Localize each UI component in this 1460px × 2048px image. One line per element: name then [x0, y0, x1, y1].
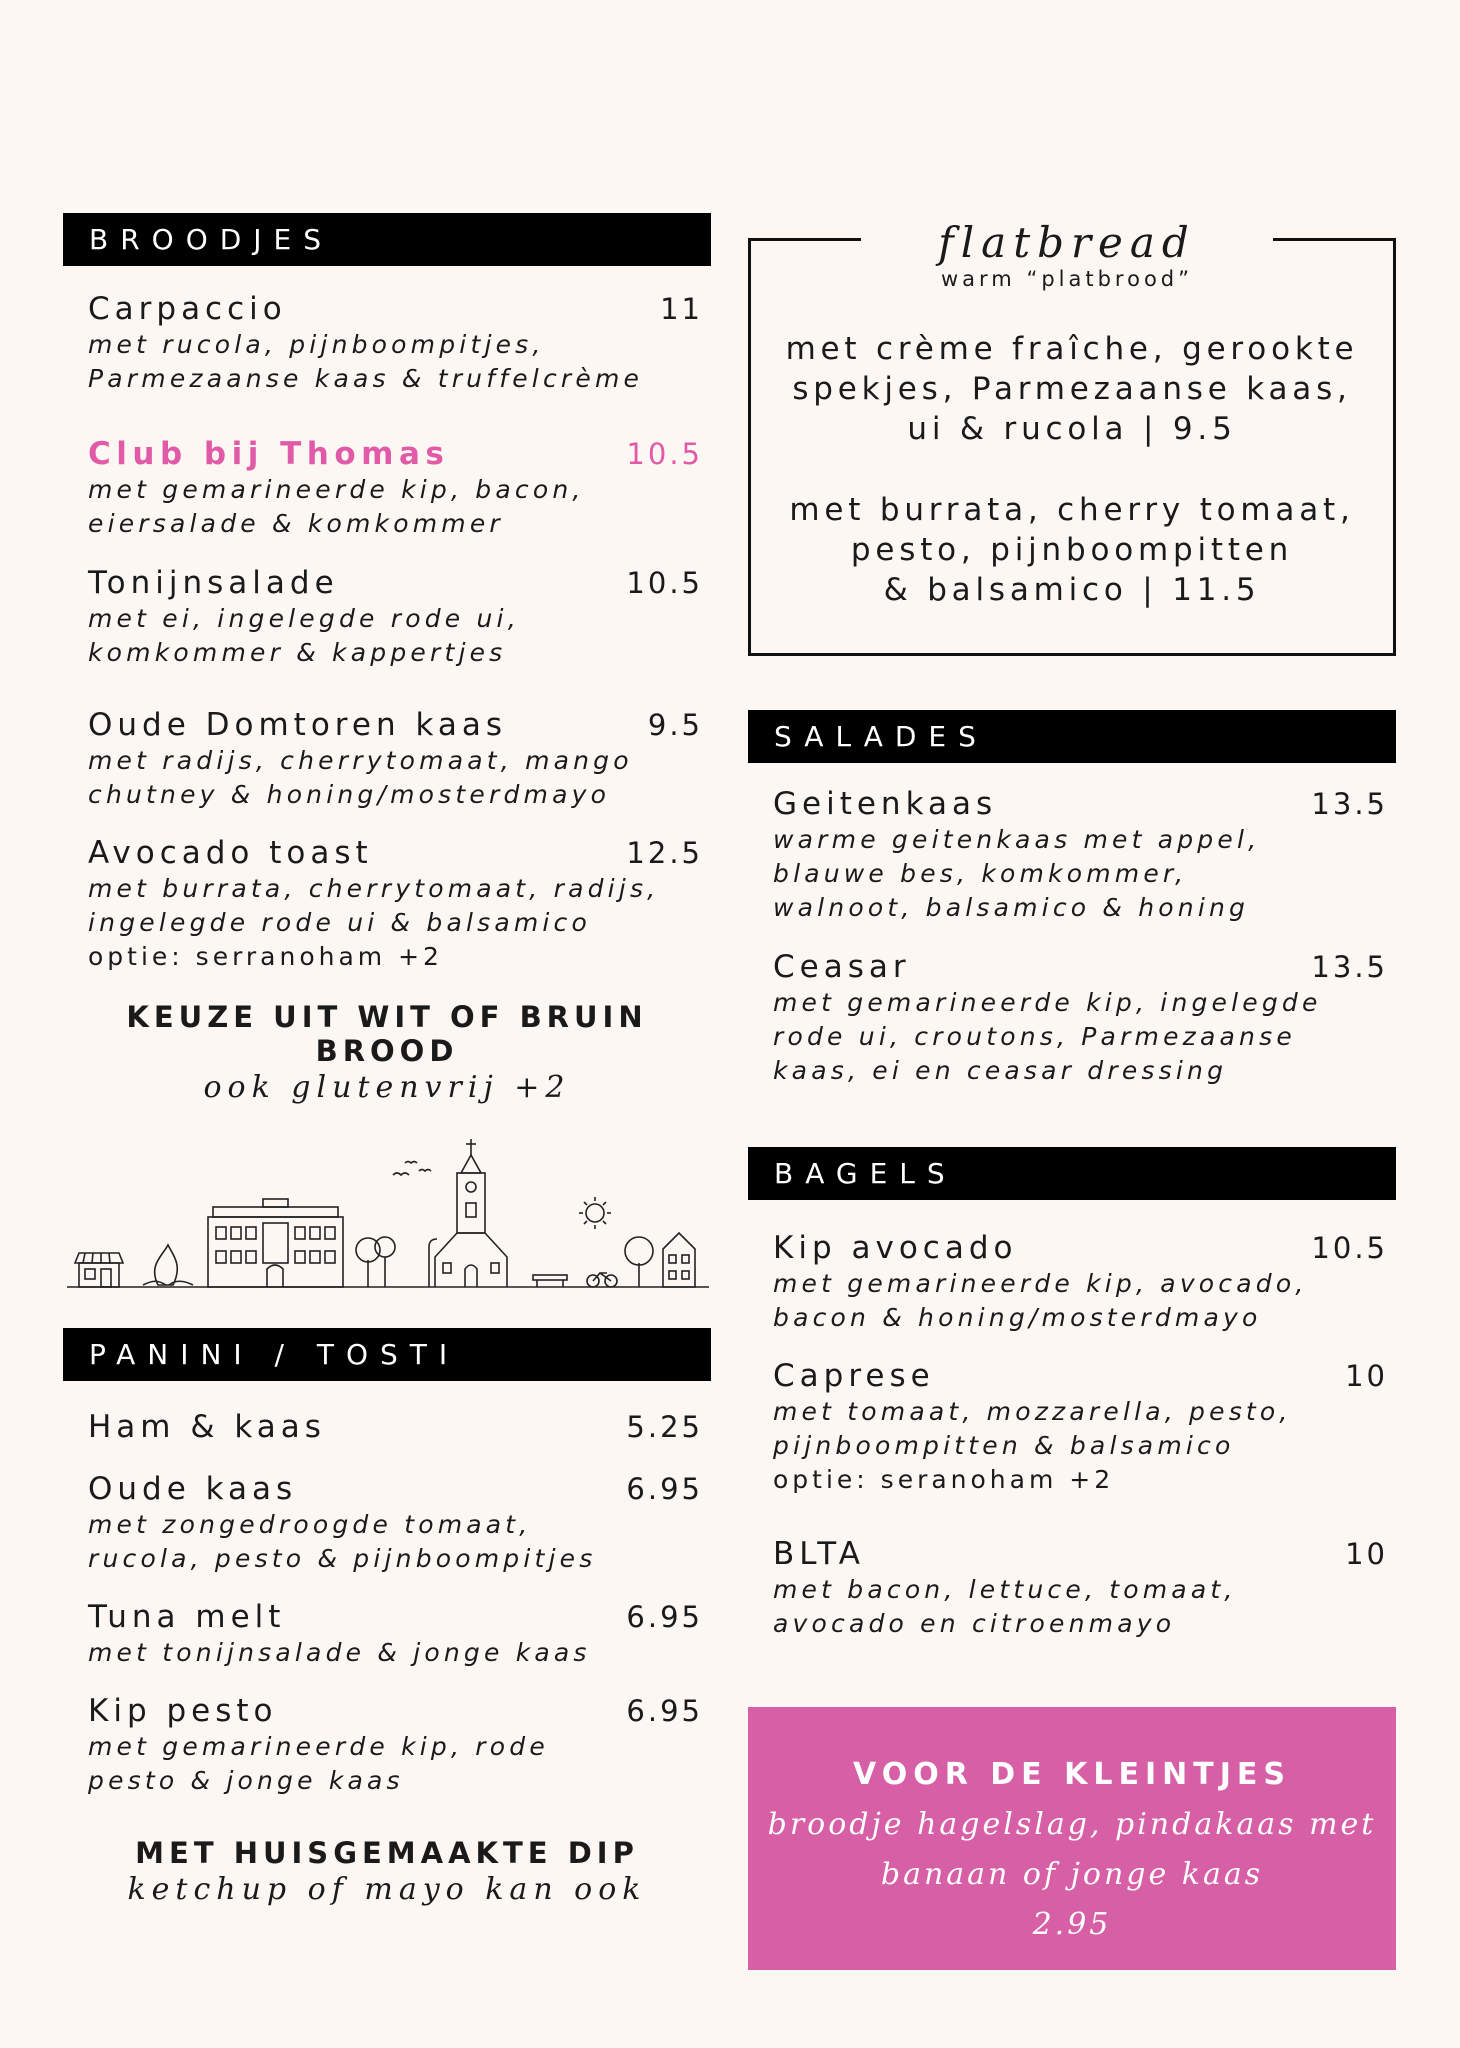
menu-item-club-bij-thomas: [63, 435, 711, 541]
kids-title: VOOR DE KLEINTJES: [853, 1757, 1291, 1792]
flatbread-box: [748, 218, 1396, 656]
item-description: met ei, ingelegde rode ui, komkommer & kappertjes: [88, 604, 520, 667]
kids-menu-box: [748, 1707, 1396, 1970]
item-option: optie: serranoham +2: [88, 942, 443, 971]
item-description: met zongedroogde tomaat, rucola, pesto & pijnboompitjes: [88, 1510, 597, 1573]
item-price: 6.95: [626, 1694, 703, 1728]
item-name: Caprese: [773, 1358, 935, 1394]
menu-item-geitenkaas: [748, 785, 1396, 925]
item-description: met gemarineerde kip, bacon, eiersalade & komkommer: [88, 475, 585, 538]
item-name: Oude Domtoren kaas: [88, 707, 507, 743]
item-price: 10: [1345, 1359, 1388, 1393]
item-description: met burrata, cherrytomaat, radijs, ingelegde rode ui & balsamico: [88, 874, 660, 937]
item-name: Ham & kaas: [88, 1409, 326, 1445]
item-price: 10.5: [1311, 1231, 1388, 1265]
menu-item-tonijnsalade: [63, 564, 711, 670]
panini-section: [63, 1328, 711, 1907]
item-description: met tonijnsalade & jonge kaas: [88, 1638, 591, 1667]
menu-item-oude-domtoren-kaas: [63, 706, 711, 812]
dip-note: MET HUISGEMAAKTE DIP: [135, 1836, 639, 1870]
item-description: met rucola, pijnboompitjes, Parmezaanse kaas & truffelcrème: [88, 330, 644, 393]
menu-item-oude-kaas: [63, 1470, 711, 1576]
flatbread-title: flatbread: [938, 218, 1196, 267]
menu-item-caprese: [748, 1357, 1396, 1497]
item-price: 5.25: [626, 1410, 703, 1444]
item-name: BLTA: [773, 1536, 866, 1572]
salades-section: [748, 710, 1396, 1088]
section-title-panini: PANINI / TOSTI: [63, 1328, 711, 1381]
section-title-bagels: BAGELS: [748, 1147, 1396, 1200]
kids-description: broodje hagelslag, pindakaas met banaan of jonge kaas 2.95: [767, 1807, 1377, 1942]
item-description: met gemarineerde kip, ingelegde rode ui, croutons, Parmezaanse kaas, ei en ceasar dressing: [773, 988, 1322, 1085]
menu-item-blta: [748, 1535, 1396, 1641]
item-name: Oude kaas: [88, 1471, 298, 1507]
dip-sub-note: ketchup of mayo kan ook: [127, 1872, 647, 1907]
bagels-section: [748, 1147, 1396, 1641]
menu-item-tuna-melt: [63, 1598, 711, 1670]
section-title-broodjes: BROODJES: [63, 213, 711, 266]
item-price: 10: [1345, 1537, 1388, 1571]
item-price: 10.5: [626, 566, 703, 600]
item-price: 13.5: [1311, 787, 1388, 821]
flatbread-option-2: met burrata, cherry tomaat, pesto, pijnboompitten & balsamico | 11.5: [789, 492, 1355, 608]
flatbread-option-1: met crème fraîche, gerookte spekjes, Parmezaanse kaas, ui & rucola | 9.5: [785, 331, 1359, 447]
item-name: Avocado toast: [88, 835, 373, 871]
menu-item-carpaccio: [63, 290, 711, 396]
item-name: Tuna melt: [88, 1599, 286, 1635]
flatbread-heading: [861, 219, 1273, 291]
menu-item-avocado-toast: [63, 834, 711, 974]
item-name: Club bij Thomas: [88, 436, 450, 472]
item-price: 11: [660, 292, 703, 326]
item-name: Ceasar: [773, 949, 911, 985]
item-price: 12.5: [626, 836, 703, 870]
item-price: 6.95: [626, 1472, 703, 1506]
item-description: warme geitenkaas met appel, blauwe bes, komkommer, walnoot, balsamico & honing: [773, 825, 1261, 922]
section-title-salades: SALADES: [748, 710, 1396, 763]
gluten-free-note: ook glutenvrij +2: [203, 1070, 571, 1105]
item-description: met gemarineerde kip, rode pesto & jonge kaas: [88, 1732, 549, 1795]
item-name: Tonijnsalade: [88, 565, 339, 601]
item-name: Carpaccio: [88, 291, 287, 327]
item-description: met radijs, cherrytomaat, mango chutney & honing/mosterdmayo: [88, 746, 633, 809]
item-description: met bacon, lettuce, tomaat, avocado en citroenmayo: [773, 1575, 1237, 1638]
item-name: Geitenkaas: [773, 786, 998, 822]
item-option: optie: seranoham +2: [773, 1465, 1115, 1494]
town-skyline-icon: [63, 1135, 711, 1295]
menu-item-ham-kaas: [63, 1408, 711, 1446]
item-description: met gemarineerde kip, avocado, bacon & honing/mosterdmayo: [773, 1269, 1308, 1332]
menu-item-kip-avocado: [748, 1229, 1396, 1335]
item-price: 9.5: [647, 708, 703, 742]
item-price: 10.5: [626, 437, 703, 471]
flatbread-subtitle: warm “platbrood”: [941, 267, 1193, 291]
item-description: met tomaat, mozzarella, pesto, pijnboompitten & balsamico: [773, 1397, 1292, 1460]
item-name: Kip pesto: [88, 1693, 278, 1729]
menu-item-ceasar: [748, 948, 1396, 1088]
item-price: 6.95: [626, 1600, 703, 1634]
menu-item-kip-pesto: [63, 1692, 711, 1798]
item-name: Kip avocado: [773, 1230, 1018, 1266]
broodjes-section: [63, 213, 711, 1105]
bread-choice-note: KEUZE UIT WIT OF BRUIN BROOD: [126, 1000, 648, 1068]
item-price: 13.5: [1311, 950, 1388, 984]
